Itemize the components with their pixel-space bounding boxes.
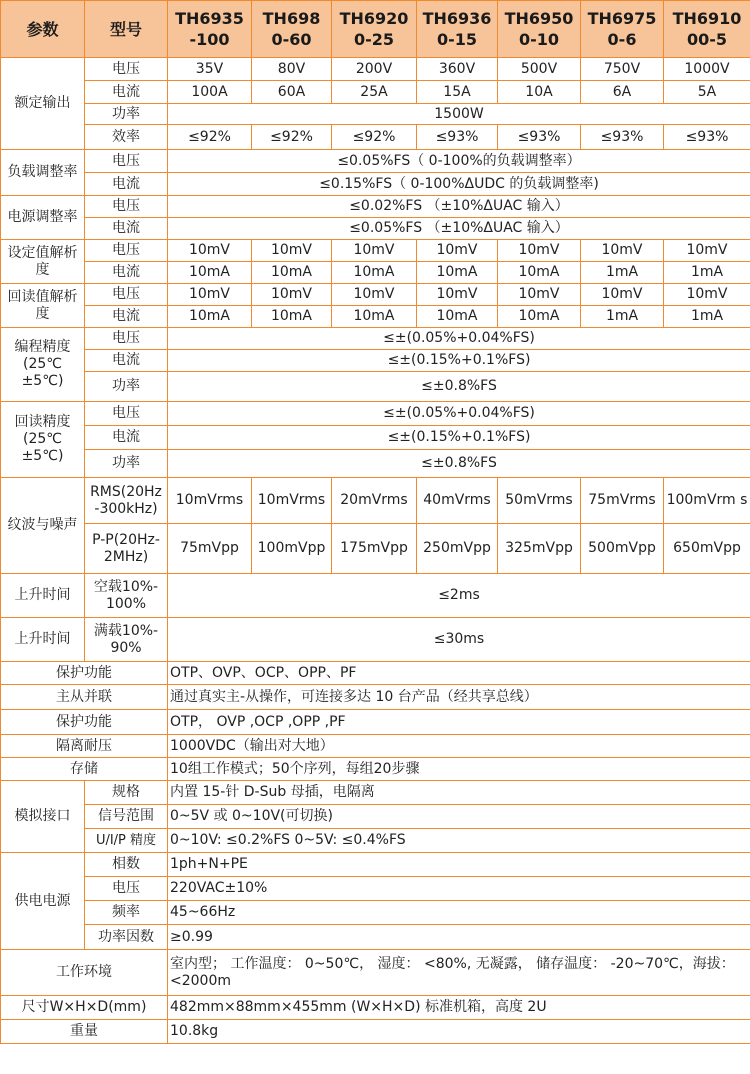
rise-time-full-load-cell: ≤30ms: [168, 618, 750, 662]
ripple-rms-cell: 10mVrms: [168, 478, 252, 524]
group-label-load-regulation: 负载调整率: [1, 150, 85, 196]
ripple-rms-cell: 100mVrm s: [664, 478, 750, 524]
sub-label-voltage: 电压: [85, 240, 168, 262]
rise-condition-no-load: 空载10%- 100%: [85, 574, 168, 618]
set-res-voltage-cell: 10mV: [417, 240, 498, 262]
rated-power-cell: 1500W: [168, 104, 750, 125]
read-res-voltage-cell: 10mV: [252, 284, 332, 306]
ripple-rms-cell: 75mVrms: [581, 478, 664, 524]
sub-label-efficiency: 效率: [85, 125, 168, 150]
rise-condition-full-load: 满载10%- 90%: [85, 618, 168, 662]
read-res-current-cell: 10mA: [332, 306, 417, 328]
environment-cell: 室内型； 工作温度： 0~50℃， 湿度： <80%, 无凝露， 储存温度： -20~70℃，海拔： <2000m: [168, 950, 750, 996]
read-acc-voltage-cell: ≤±(0.05%+0.04%FS): [168, 402, 750, 426]
group-label-programming-accuracy: 编程精度 (25℃±5℃): [1, 328, 85, 402]
set-res-current-cell: 10mA: [498, 262, 581, 284]
sub-label-current: 电流: [85, 426, 168, 450]
rise-time-no-load-cell: ≤2ms: [168, 574, 750, 618]
set-res-voltage-cell: 10mV: [498, 240, 581, 262]
group-label-rise-time: 上升时间: [1, 618, 85, 662]
group-label-rated-output: 额定输出: [1, 58, 85, 150]
group-label-readback-resolution: 回读值解析度: [1, 284, 85, 328]
sub-label-voltage: 电压: [85, 328, 168, 350]
efficiency-cell: ≤92%: [168, 125, 252, 150]
ripple-rms-cell: 20mVrms: [332, 478, 417, 524]
sub-label-power: 功率: [85, 104, 168, 125]
sub-label-voltage: 电压: [85, 58, 168, 81]
read-res-current-cell: 10mA: [252, 306, 332, 328]
supply-frequency-cell: 45~66Hz: [168, 901, 750, 925]
set-res-current-cell: 10mA: [332, 262, 417, 284]
dimensions-cell: 482mm×88mm×455mm (W×H×D) 标准机箱，高度 2U: [168, 996, 750, 1020]
sub-label-rms: RMS(20Hz -300kHz): [85, 478, 168, 524]
set-res-current-cell: 1mA: [581, 262, 664, 284]
efficiency-cell: ≤92%: [252, 125, 332, 150]
row-label-storage: 存储: [1, 758, 168, 781]
rated-current-cell: 6A: [581, 81, 664, 104]
load-reg-voltage-cell: ≤0.05%FS（ 0-100%的负载调整率）: [168, 150, 750, 173]
line-reg-voltage-cell: ≤0.02%FS （±10%ΔUAC 输入）: [168, 196, 750, 218]
read-res-voltage-cell: 10mV: [664, 284, 750, 306]
read-res-current-cell: 1mA: [581, 306, 664, 328]
ripple-pp-cell: 250mVpp: [417, 524, 498, 574]
ripple-pp-cell: 175mVpp: [332, 524, 417, 574]
model-name: TH698 0-60: [252, 1, 332, 58]
sub-label-signal-range: 信号范围: [85, 805, 168, 829]
row-label-dimensions: 尺寸W×H×D(mm): [1, 996, 168, 1020]
read-acc-current-cell: ≤±(0.15%+0.1%FS): [168, 426, 750, 450]
header-param: 参数: [1, 1, 85, 58]
rated-voltage-cell: 200V: [332, 58, 417, 81]
ripple-pp-cell: 75mVpp: [168, 524, 252, 574]
read-res-voltage-cell: 10mV: [332, 284, 417, 306]
ripple-pp-cell: 500mVpp: [581, 524, 664, 574]
sub-label-power: 功率: [85, 450, 168, 478]
isolation-cell: 1000VDC（输出对大地）: [168, 735, 750, 758]
group-label-setting-resolution: 设定值解析度: [1, 240, 85, 284]
rated-voltage-cell: 360V: [417, 58, 498, 81]
set-res-voltage-cell: 10mV: [664, 240, 750, 262]
set-res-voltage-cell: 10mV: [168, 240, 252, 262]
line-reg-current-cell: ≤0.05%FS （±10%ΔUAC 输入）: [168, 218, 750, 240]
read-res-current-cell: 1mA: [664, 306, 750, 328]
row-label-weight: 重量: [1, 1020, 168, 1044]
read-res-voltage-cell: 10mV: [168, 284, 252, 306]
prog-acc-power-cell: ≤±0.8%FS: [168, 372, 750, 402]
prog-acc-voltage-cell: ≤±(0.05%+0.04%FS): [168, 328, 750, 350]
read-acc-power-cell: ≤±0.8%FS: [168, 450, 750, 478]
analog-range-cell: 0~5V 或 0~10V(可切换): [168, 805, 750, 829]
model-name: TH6975 0-6: [581, 1, 664, 58]
analog-accuracy-cell: 0~10V: ≤0.2%FS 0~5V: ≤0.4%FS: [168, 829, 750, 853]
sub-label-power-factor: 功率因数: [85, 925, 168, 950]
efficiency-cell: ≤93%: [664, 125, 750, 150]
protection-cell: OTP， OVP ,OCP ,OPP ,PF: [168, 710, 750, 735]
ripple-pp-cell: 650mVpp: [664, 524, 750, 574]
header-model: 型号: [85, 1, 168, 58]
rated-voltage-cell: 1000V: [664, 58, 750, 81]
sub-label-phase: 相数: [85, 853, 168, 877]
group-label-rise-time: 上升时间: [1, 574, 85, 618]
group-label-power-supply: 供电电源: [1, 853, 85, 950]
supply-phase-cell: 1ph+N+PE: [168, 853, 750, 877]
ripple-pp-cell: 325mVpp: [498, 524, 581, 574]
model-name: TH6920 0-25: [332, 1, 417, 58]
set-res-voltage-cell: 10mV: [252, 240, 332, 262]
sub-label-frequency: 频率: [85, 901, 168, 925]
read-res-voltage-cell: 10mV: [417, 284, 498, 306]
sub-label-voltage: 电压: [85, 402, 168, 426]
read-res-current-cell: 10mA: [168, 306, 252, 328]
read-res-current-cell: 10mA: [417, 306, 498, 328]
rated-voltage-cell: 500V: [498, 58, 581, 81]
efficiency-cell: ≤93%: [417, 125, 498, 150]
efficiency-cell: ≤92%: [332, 125, 417, 150]
row-label-environment: 工作环境: [1, 950, 168, 996]
set-res-voltage-cell: 10mV: [581, 240, 664, 262]
set-res-current-cell: 1mA: [664, 262, 750, 284]
sub-label-power: 功率: [85, 372, 168, 402]
model-name: TH6936 0-15: [417, 1, 498, 58]
sub-label-uip-accuracy: U/I/P 精度: [85, 829, 168, 853]
efficiency-cell: ≤93%: [498, 125, 581, 150]
analog-spec-cell: 内置 15-针 D-Sub 母插，电隔离: [168, 781, 750, 805]
sub-label-current: 电流: [85, 173, 168, 196]
model-name: TH6950 0-10: [498, 1, 581, 58]
set-res-current-cell: 10mA: [252, 262, 332, 284]
set-res-voltage-cell: 10mV: [332, 240, 417, 262]
read-res-voltage-cell: 10mV: [498, 284, 581, 306]
rated-current-cell: 15A: [417, 81, 498, 104]
sub-label-voltage: 电压: [85, 150, 168, 173]
row-label-protection: 保护功能: [1, 710, 168, 735]
read-res-current-cell: 10mA: [498, 306, 581, 328]
sub-label-current: 电流: [85, 350, 168, 372]
sub-label-voltage: 电压: [85, 877, 168, 901]
set-res-current-cell: 10mA: [168, 262, 252, 284]
supply-voltage-cell: 220VAC±10%: [168, 877, 750, 901]
sub-label-current: 电流: [85, 81, 168, 104]
group-label-readback-accuracy: 回读精度 (25℃±5℃): [1, 402, 85, 478]
group-label-analog-interface: 模拟接口: [1, 781, 85, 853]
rated-voltage-cell: 80V: [252, 58, 332, 81]
rated-current-cell: 60A: [252, 81, 332, 104]
rated-current-cell: 10A: [498, 81, 581, 104]
load-reg-current-cell: ≤0.15%FS（ 0-100%ΔUDC 的负载调整率): [168, 173, 750, 196]
header-row: [1, 1, 750, 58]
row-label-protection: 保护功能: [1, 662, 168, 685]
read-res-voltage-cell: 10mV: [581, 284, 664, 306]
group-label-ripple-noise: 纹波与噪声: [1, 478, 85, 574]
sub-label-current: 电流: [85, 262, 168, 284]
storage-cell: 10组工作模式；50个序列，每组20步骤: [168, 758, 750, 781]
rated-current-cell: 25A: [332, 81, 417, 104]
ripple-rms-cell: 10mVrms: [252, 478, 332, 524]
model-name: TH6935 -100: [168, 1, 252, 58]
rated-current-cell: 5A: [664, 81, 750, 104]
sub-label-voltage: 电压: [85, 196, 168, 218]
ripple-rms-cell: 50mVrms: [498, 478, 581, 524]
row-label-isolation: 隔离耐压: [1, 735, 168, 758]
prog-acc-current-cell: ≤±(0.15%+0.1%FS): [168, 350, 750, 372]
ripple-rms-cell: 40mVrms: [417, 478, 498, 524]
sub-label-voltage: 电压: [85, 284, 168, 306]
rated-voltage-cell: 750V: [581, 58, 664, 81]
protection-cell: OTP、OVP、OCP、OPP、PF: [168, 662, 750, 685]
master-slave-cell: 通过真实主-从操作，可连接多达 10 台产品（经共享总线）: [168, 685, 750, 710]
set-res-current-cell: 10mA: [417, 262, 498, 284]
sub-label-pp: P-P(20Hz- 2MHz): [85, 524, 168, 574]
weight-cell: 10.8kg: [168, 1020, 750, 1044]
sub-label-spec: 规格: [85, 781, 168, 805]
ripple-pp-cell: 100mVpp: [252, 524, 332, 574]
supply-pf-cell: ≥0.99: [168, 925, 750, 950]
sub-label-current: 电流: [85, 218, 168, 240]
rated-current-cell: 100A: [168, 81, 252, 104]
model-name: TH6910 00-5: [664, 1, 750, 58]
row-label-master-slave: 主从并联: [1, 685, 168, 710]
sub-label-current: 电流: [85, 306, 168, 328]
efficiency-cell: ≤93%: [581, 125, 664, 150]
rated-voltage-cell: 35V: [168, 58, 252, 81]
group-label-line-regulation: 电源调整率: [1, 196, 85, 240]
